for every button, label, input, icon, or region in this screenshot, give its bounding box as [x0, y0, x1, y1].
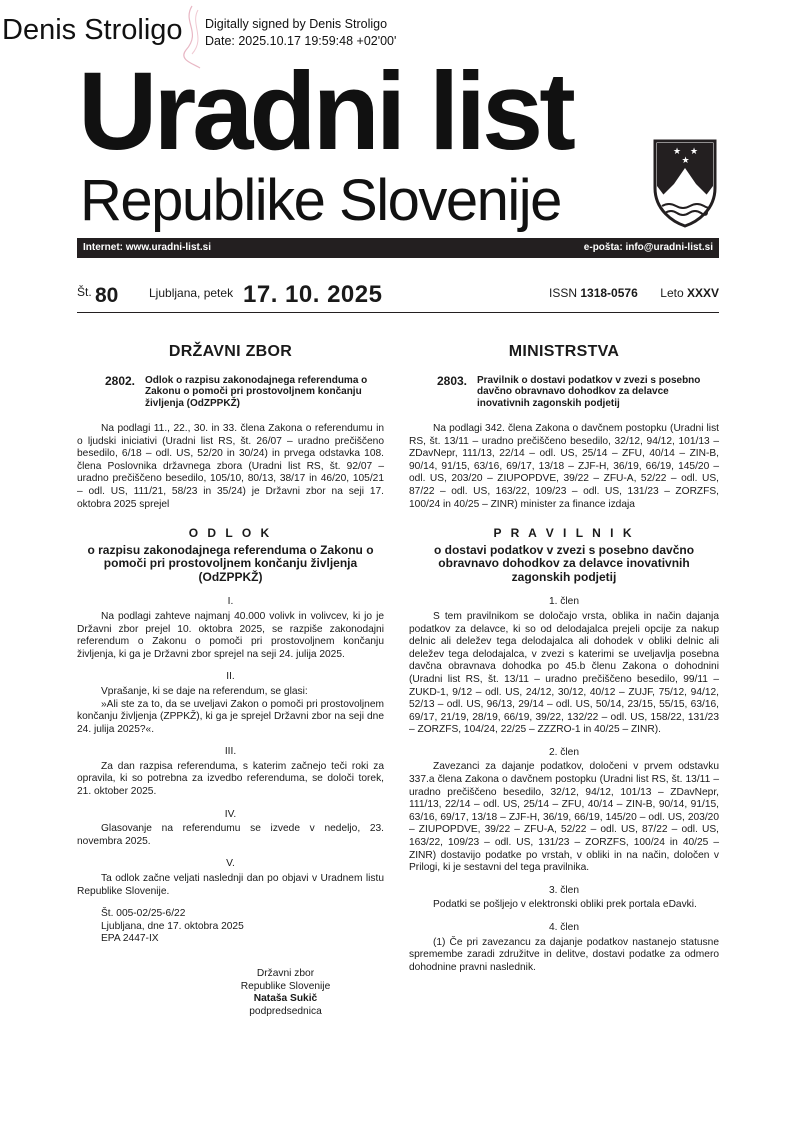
referendum-question: »Ali ste za to, da se uveljavi Zakon o pomoči pri prostovoljnem končanju življenja (ZPPKŽ), ki ga je sprejel Državni zbor na seji dne 24. julija 2025?«.	[77, 698, 384, 735]
article-number: 2. člen	[548, 746, 579, 758]
reference-number: Št. 005-02/25-6/22	[101, 908, 186, 920]
article-text: Glasovanje na referendumu se izvede v nedeljo, 23. novembra 2025.	[77, 823, 384, 847]
article-text: Ta odlok začne veljati naslednji dan po objavi v Uradnem listu Republike Slovenije.	[77, 873, 384, 897]
year-value: XXXV	[686, 286, 719, 300]
act-number: 2802.	[104, 373, 135, 388]
issue-place: Ljubljana, petek	[149, 286, 234, 300]
reference-date: Ljubljana, dne 17. oktobra 2025	[101, 920, 244, 932]
svg-text:★: ★	[673, 147, 682, 157]
masthead-title: Uradni list	[78, 50, 572, 173]
issue-date: 17. 10. 2025	[243, 281, 383, 308]
signer-block	[77, 968, 384, 1018]
coat-of-arms-icon	[652, 138, 718, 228]
article-number: II.	[226, 671, 235, 683]
act-header	[409, 375, 719, 410]
signer-role: podpredsednica	[249, 1005, 322, 1017]
issn-value: 1318-0576	[580, 286, 638, 300]
article-number: 4. člen	[548, 922, 579, 933]
article-number: III.	[224, 746, 237, 758]
article-text: Za dan razpisa referenduma, s katerim začnejo teči roki za opravila, ki so potrebna za izvedbo referenduma, se določi torek, 21. oktober 2025.	[77, 760, 384, 798]
year-label: Leto	[660, 286, 684, 300]
article-number: V.	[226, 858, 235, 870]
document-kind: P R A V I L N I K	[493, 526, 635, 541]
preamble: Na podlagi 342. člena Zakona o davčnem postopku (Uradni list RS, št. 13/11 – uradno prečiščeno besedilo, 32/12, 94/12, 101/13 – ZDavNepr, 111/13, 22/14 – odl. US, 25/14 – ZFU, 40/14 – ZIN-B, 90/14, 91/15, 63/16, 69/17, 13/18 – ZJF-H, 36/19, 66/19, 145/20 – odl. US, 203/20 – ZIUPOPDVE, 39/22 – ZFU-A, 52/22 – odl. US, 87/22 – odl. US, 163/22, 109/23 – odl. US, 131/23 – ZORZFS, 100/24 in 40/25 – ZINR) minister za finance izdaja	[409, 423, 719, 510]
document-title: o razpisu zakonodajnega referenduma o Zakonu o pomoči pri prostovoljnem končanju življenja (OdZPPKŽ)	[87, 542, 374, 584]
article-text: Podatki se pošljejo v elektronski obliki prek portala eDavki.	[433, 899, 697, 911]
svg-text:★: ★	[681, 156, 690, 166]
email-link[interactable]: e-pošta: info@uradni-list.si	[583, 242, 713, 253]
document-reference	[101, 908, 384, 946]
issue-number-label: Št.	[77, 285, 92, 299]
act-header	[77, 375, 384, 410]
article-number: 3. člen	[548, 884, 579, 896]
website-link[interactable]: Internet: www.uradni-list.si	[83, 242, 211, 253]
article-text: S tem pravilnikom se določajo vrsta, oblika in način dajanja podatkov za delavce, ki so od delodajalca prejeli opcije za nakup delnic ali deležev tega delodajalca ali dohodek v obliki delnic ali deležev tega delodajalca, v zvezi s katerimi se uveljavlja posebna davčna obravnava dohodka po 45.b členu Zakona o dohodnini (Uradni list RS, št. 13/11 – uradno prečiščeno besedilo, 99/11 – ZUKD-1, 9/12 – odl. US, 24/12, 30/12, 40/12 – ZUJF, 75/12, 94/12, 52/13 – odl. US, 96/13, 29/14 – odl. US, 50/14, 23/15, 55/15, 63/16, 69/17, 21/19, 28/19, 66/19, 39/22, 132/22 – odl. US, 158/22, 131/23 – ZORZFS, 104/24, 22/25 – ZZZRO-1 in 40/25 – ZINR).	[409, 610, 719, 736]
issue-number: 80	[95, 284, 119, 307]
signature-line-signed: Digitally signed by Denis Stroligo	[205, 17, 388, 31]
act-title: Pravilnik o dostavi podatkov v zvezi s posebno davčno obravnavo dohodkov za delavce inovativnih zagonskih podjetij	[477, 374, 701, 409]
signer-name: Nataša Sukič	[253, 993, 318, 1005]
act-title: Odlok o razpisu zakonodajnega referenduma o Zakonu o pomoči pri prostovoljnem končanju življenja (OdZPPKŽ)	[145, 374, 368, 409]
svg-text:★: ★	[690, 147, 699, 157]
article-number: IV.	[224, 808, 237, 820]
masthead-subtitle: Republike Slovenije	[80, 168, 561, 233]
right-column	[409, 340, 719, 974]
signature-line-date: Date: 2025.10.17 19:59:48 +02'00'	[205, 34, 397, 48]
preamble: Na podlagi 11., 22., 30. in 33. člena Zakona o referendumu in o ljudski iniciativi (Uradni list RS, št. 26/07 – uradno prečiščeno besedilo, 6/18 – odl. US, 52/20 in 30/24) in prvega odstavka 108. člena Poslovnika državnega zbora (Uradni list RS, št. 92/07 – uradno prečiščeno besedilo, 105/10, 80/13, 38/17 in 46/20, 105/21 – odl. US, 111/21, 58/23 in 35/24) je Državni zbor na seji 17. oktobra 2025 sprejel	[77, 423, 384, 510]
article-number: I.	[227, 596, 234, 608]
document-title: o dostavi podatkov v zvezi s posebno davčno obravnavo dohodkov za delavce inovativnih zagonskih podjetij	[433, 542, 695, 584]
article-text: (1) Če pri zavezancu za dajanje podatkov nastanejo statusne spremembe zaradi združitve in delitve, dostavi podatke za odmero dohodnine pravni naslednik.	[409, 936, 719, 973]
issn-label: ISSN	[549, 286, 578, 300]
article-text: Vprašanje, ki se daje na referendum, se glasi:	[101, 685, 308, 697]
epa-number: EPA 2447-IX	[101, 933, 159, 945]
article-text: Zavezanci za dajanje podatkov, določeni v prvem odstavku 337.a člena Zakona o davčnem postopku (Uradni list RS, št. 13/11 – uradno prečiščeno besedilo, 32/12, 94/12, 101/13 – ZDavNepr, 111/13, 22/14 – odl. US, 25/14 – ZFU, 40/14 – ZIN-B, 90/14, 91/15, 63/16, 69/17, 13/18 – ZJF-H, 36/19, 66/19, 145/20 – odl. US, 203/20 – ZIUPOPDVE, 39/22 – ZFU-A, 52/22 – odl. US, 87/22 – odl. US, 163/22, 109/23 – odl. US, 131/23 – ZORZFS, 100/24 in 40/25 – ZINR) dostavijo podatke po vrstah, v obliki in na način, določen v Prilogi, ki je sestavni del tega pravilnika.	[409, 761, 719, 874]
article-number: 1. člen	[548, 596, 579, 608]
article-text: Na podlagi zahteve najmanj 40.000 volivk in volivcev, ki jo je Državni zbor prejel 10. oktobra 2025, se razpiše zakonodajni referendum o Zakonu o pomoči pri prostovoljnem končanju življenja, ki ga je Državni zbor sprejel na seji 24. julija 2025.	[77, 610, 384, 660]
signer-org: Republike Slovenije	[240, 980, 331, 992]
section-heading: MINISTRSTVA	[508, 343, 620, 360]
signer-org: Državni zbor	[256, 968, 315, 979]
masthead-bar	[77, 238, 719, 258]
signature-details	[205, 16, 396, 50]
header-rule	[77, 312, 719, 313]
act-number: 2803.	[436, 373, 467, 388]
issue-info	[77, 282, 719, 312]
year	[660, 286, 719, 300]
document-kind: O D L O K	[188, 526, 273, 541]
issn	[549, 286, 638, 300]
section-heading: DRŽAVNI ZBOR	[168, 343, 293, 360]
left-column	[77, 340, 384, 1018]
signature-name: Denis Stroligo	[2, 14, 183, 46]
